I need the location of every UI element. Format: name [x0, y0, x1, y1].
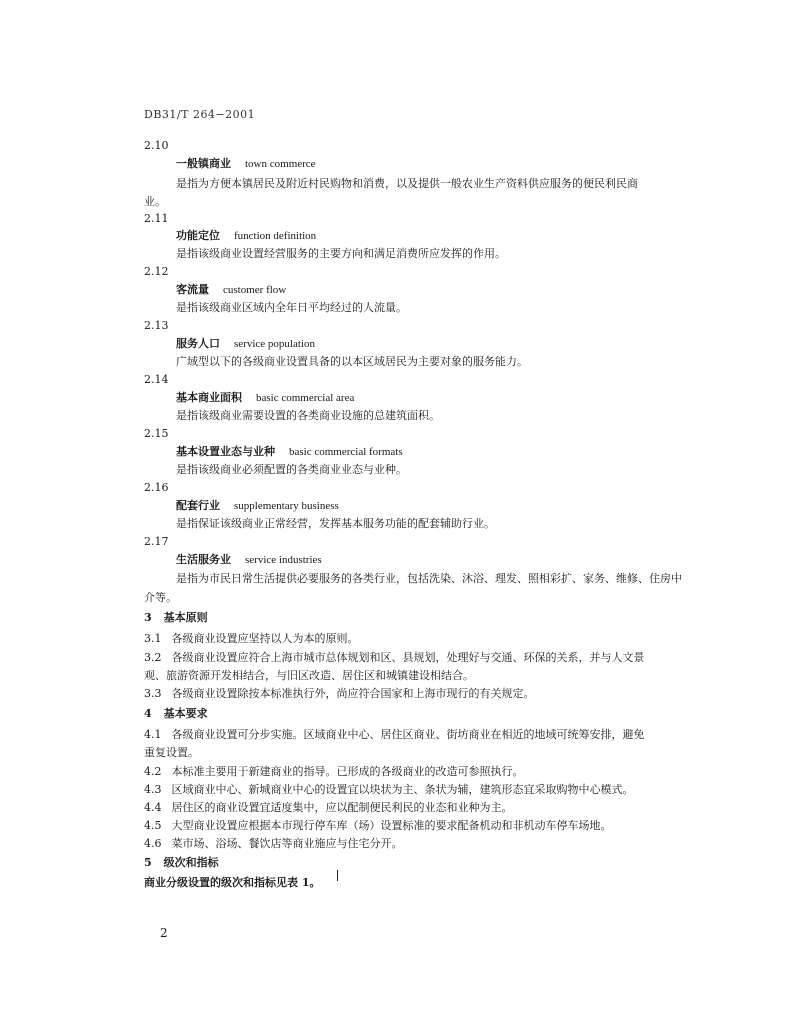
section-heading	[144, 611, 208, 625]
page-number: 2	[160, 926, 168, 940]
clause-number: 4.1	[144, 728, 162, 741]
clause-text: 各级商业设置除按本标准执行外，尚应符合国家和上海市现行的有关规定。	[171, 687, 535, 700]
clause-text: 居住区的商业设置宜适度集中，应以配制便民利民的业态和业种为主。	[171, 801, 513, 814]
term-en: basic commercial formats	[289, 446, 403, 458]
section-title: 级次和指标	[163, 856, 219, 869]
term-zh: 一般镇商业	[176, 157, 231, 170]
definition-text: 是指该级商业设置经营服务的主要方向和满足消费所应发挥的作用。	[176, 247, 506, 260]
term-en: service industries	[245, 554, 322, 566]
term-zh: 功能定位	[176, 229, 220, 242]
definition-text: 是指该级商业区域内全年日平均经过的人流量。	[176, 301, 407, 314]
clause-paragraph	[144, 728, 645, 742]
clause-number: 3.1	[144, 632, 162, 645]
term-en: customer flow	[223, 284, 287, 296]
clause-number: 4.4	[144, 801, 162, 814]
definition-text: 是指保证该级商业正常经营，发挥基本服务功能的配套辅助行业。	[176, 517, 495, 530]
section-heading	[144, 856, 219, 870]
clause-paragraph	[144, 651, 645, 665]
definition-text: 是指该级商业需要设置的各类商业设施的总建筑面积。	[176, 409, 440, 422]
term-heading	[176, 229, 316, 243]
term-en: basic commercial area	[256, 392, 355, 404]
clause-text: 各级商业设置应坚持以人为本的原则。	[171, 632, 359, 645]
clause-number: 2.16	[144, 481, 169, 494]
clause-number: 2.15	[144, 427, 169, 440]
term-en: service population	[234, 338, 315, 350]
definition-text-cont: 介等。	[144, 591, 177, 604]
clause-text-cont: 重复设置。	[144, 746, 199, 759]
clause-paragraph	[144, 783, 634, 797]
section-body-text: 商业分级设置的级次和指标见表 1。	[144, 876, 321, 889]
section-heading	[144, 707, 208, 721]
section-title: 基本原则	[163, 611, 208, 624]
term-heading	[176, 157, 316, 171]
clause-text: 菜市场、浴场、餐饮店等商业施应与住宅分开。	[171, 837, 403, 850]
clause-number: 3.2	[144, 651, 162, 664]
clause-text-cont: 观、旅游资源开发相结合，与旧区改造、居住区和城镇建设相结合。	[144, 669, 474, 682]
clause-number: 2.14	[144, 373, 169, 386]
clause-paragraph	[144, 801, 513, 815]
clause-number: 3.3	[144, 687, 162, 700]
term-zh: 基本设置业态与业种	[176, 445, 275, 458]
clause-paragraph	[144, 632, 359, 646]
clause-text: 各级商业设置应符合上海市城市总体规划和区、县规划，处理好与交通、环保的关系，并与人文景	[171, 651, 645, 664]
section-number: 3	[144, 611, 152, 624]
term-zh: 基本商业面积	[176, 391, 242, 404]
term-heading	[176, 553, 322, 567]
clause-text: 大型商业设置应根据本市现行停车库（场）设置标准的要求配备机动和非机动车停车场地。	[171, 819, 612, 832]
clause-number: 4.2	[144, 765, 162, 778]
term-heading	[176, 337, 315, 351]
clause-paragraph	[144, 765, 524, 779]
term-heading	[176, 391, 354, 405]
section-number: 5	[144, 856, 152, 869]
definition-text: 广域型以下的各级商业设置具备的以本区域居民为主要对象的服务能力。	[176, 355, 528, 368]
definition-text: 是指该级商业必须配置的各类商业业态与业种。	[176, 463, 407, 476]
definition-text: 是指为方便本镇居民及附近村民购物和消费，以及提供一般农业生产资料供应服务的便民利民商	[176, 177, 638, 190]
section-number: 4	[144, 707, 152, 720]
clause-paragraph	[144, 837, 403, 851]
definition-text: 是指为市民日常生活提供必要服务的各类行业，包括洗染、沐浴、理发、照相彩扩、家务、维修、住房中	[176, 572, 682, 585]
term-zh: 客流量	[176, 283, 209, 296]
cursor-mark	[337, 870, 338, 881]
clause-number: 4.6	[144, 837, 162, 850]
section-title: 基本要求	[163, 707, 208, 720]
term-heading	[176, 499, 339, 513]
clause-number: 2.17	[144, 535, 169, 548]
term-heading	[176, 445, 403, 459]
clause-paragraph	[144, 819, 612, 833]
term-heading	[176, 283, 286, 297]
term-en: supplementary business	[234, 500, 339, 512]
term-zh: 配套行业	[176, 499, 220, 512]
clause-text: 区域商业中心、新城商业中心的设置宜以块状为主、条状为辅，建筑形态宜采取购物中心模式。	[171, 783, 634, 796]
clause-number: 2.11	[144, 212, 169, 225]
clause-paragraph	[144, 687, 535, 701]
definition-text-cont: 业。	[144, 195, 166, 208]
term-zh: 服务人口	[176, 337, 220, 350]
term-en: town commerce	[245, 158, 316, 170]
clause-number: 4.5	[144, 819, 162, 832]
document-code-header: DB31/T 264−2001	[144, 108, 256, 121]
clause-number: 2.13	[144, 319, 169, 332]
clause-text: 本标准主要用于新建商业的指导。已形成的各级商业的改造可参照执行。	[171, 765, 524, 778]
clause-text: 各级商业设置可分步实施。区域商业中心、居住区商业、街坊商业在相近的地域可统筹安排，避免	[171, 728, 645, 741]
term-zh: 生活服务业	[176, 553, 231, 566]
clause-number: 2.10	[144, 139, 169, 152]
term-en: function definition	[234, 230, 317, 242]
clause-number: 2.12	[144, 265, 169, 278]
clause-number: 4.3	[144, 783, 162, 796]
